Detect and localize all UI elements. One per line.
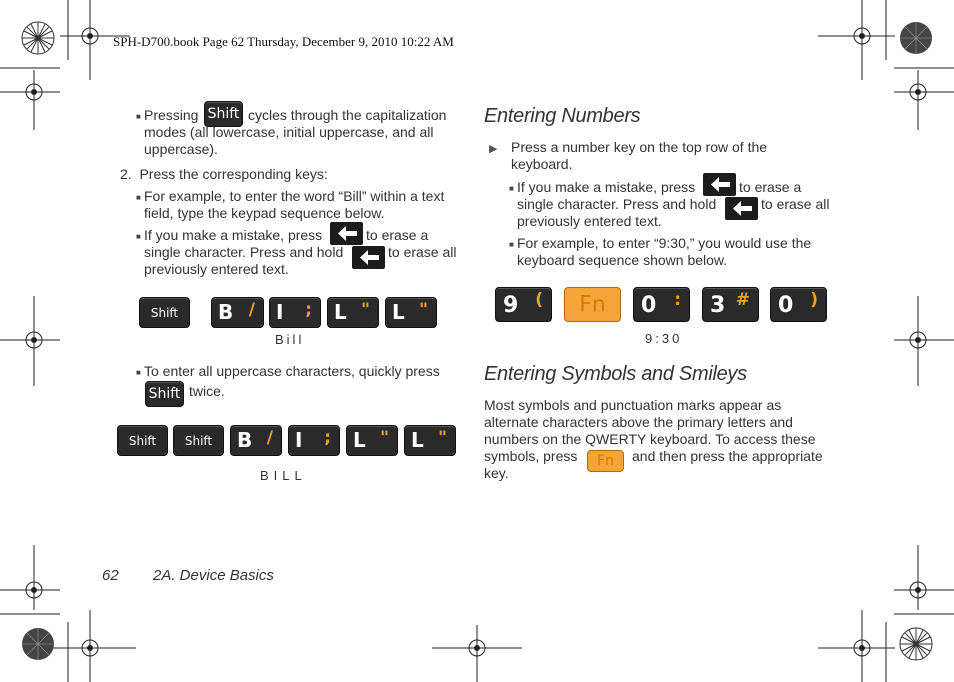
text-rm-e: previously entered text. (517, 213, 662, 229)
fn-key: Fn (564, 287, 621, 322)
key-l: L " (327, 297, 379, 328)
bullet: ■ (136, 193, 141, 202)
text-num-a: Press a number key on the top row of the (511, 139, 768, 155)
key-0: 0 : (633, 287, 690, 322)
page-header: SPH-D700.book Page 62 Thursday, December 9, 2010 10:22 AM (113, 34, 454, 49)
text-ex-b: keyboard sequence shown below. (517, 252, 728, 268)
shift-key: Shift (173, 425, 224, 456)
bullet: ■ (136, 368, 141, 377)
heading-entering-symbols: Entering Symbols and Smileys (484, 363, 747, 385)
text-sym-c: numbers on the QWERTY keyboard. To access these (484, 431, 816, 447)
text-rm-c: single character. Press and hold (517, 196, 717, 212)
shift-key-inline: Shift (204, 101, 243, 127)
bullet: ■ (136, 232, 141, 241)
text-mistake-a: If you make a mistake, press (144, 227, 323, 243)
text-mistake-c: single character. Press and hold (144, 244, 344, 260)
text-rm-a: If you make a mistake, press (517, 179, 696, 195)
text-ex-a: For example, to enter “9:30,” you would use the (517, 235, 812, 251)
shift-key: Shift (117, 425, 168, 456)
back-arrow-icon (352, 246, 385, 269)
bullet: ■ (136, 112, 141, 121)
text-sym-f: key. (484, 465, 509, 481)
text-num-b: keyboard. (511, 156, 573, 172)
text-rm-b: to erase a (739, 179, 802, 195)
key-l: L " (385, 297, 437, 328)
bullet: ■ (509, 240, 514, 249)
text-pressing-a: Pressing (144, 107, 199, 123)
caption-930: 9:30 (645, 331, 683, 346)
fn-key-inline: Fn (587, 450, 624, 472)
key-b: B / (230, 425, 282, 456)
caption-bill-upper: BILL (260, 468, 307, 483)
key-9: 9 ( (495, 287, 552, 322)
key-l: L " (346, 425, 398, 456)
text-pressing-d: uppercase). (144, 141, 218, 157)
text-mistake-d: to erase all (388, 244, 457, 260)
text-rm-d: to erase all (761, 196, 830, 212)
back-arrow-icon (330, 222, 363, 245)
step-2: 2. Press the corresponding keys: (120, 166, 328, 182)
key-0: 0 ) (770, 287, 827, 322)
bullet: ■ (509, 184, 514, 193)
text-pressing-c: modes (all lowercase, initial uppercase, and all (144, 124, 434, 140)
text-mistake-b: to erase a (366, 227, 429, 243)
caption-bill: Bill (275, 332, 305, 347)
heading-entering-numbers: Entering Numbers (484, 105, 641, 127)
page-number: 62 (102, 567, 119, 584)
key-3: 3 # (702, 287, 759, 322)
text-pressing-b: cycles through the capitalization (248, 107, 447, 123)
text-ex1-a: For example, to enter the word “Bill” within a text (144, 188, 445, 204)
text-ex1-b: field, type the keypad sequence below. (144, 205, 385, 221)
key-i: I ; (269, 297, 321, 328)
text-sym-b: alternate characters above the primary letters and (484, 414, 793, 430)
text-sym-d: symbols, press (484, 448, 578, 464)
arrow-bullet-icon: ▶ (489, 143, 498, 155)
back-arrow-icon (725, 197, 758, 220)
key-b: B / (211, 297, 264, 328)
text-mistake-e: previously entered text. (144, 261, 289, 277)
text-sym-a: Most symbols and punctuation marks appear as (484, 397, 782, 413)
text-upper-b: twice. (189, 383, 225, 399)
text-sym-e: and then press the appropriate (632, 448, 823, 464)
key-l: L " (404, 425, 456, 456)
back-arrow-icon (703, 173, 736, 196)
section-title: 2A. Device Basics (153, 567, 274, 584)
shift-key-inline: Shift (145, 381, 184, 407)
key-i: I ; (288, 425, 340, 456)
shift-key: Shift (139, 297, 190, 328)
text-upper-a: To enter all uppercase characters, quickly press (144, 363, 440, 379)
